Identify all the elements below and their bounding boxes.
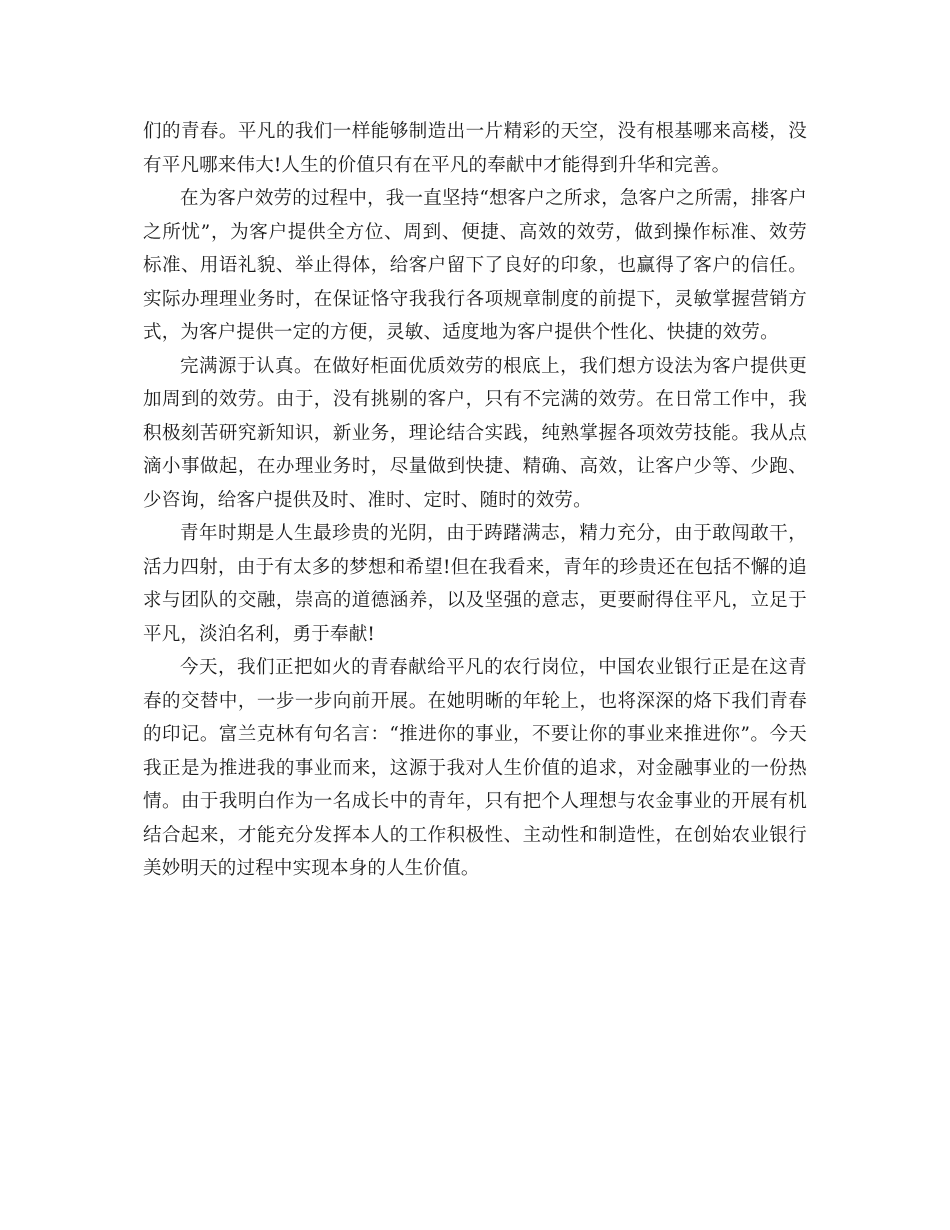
paragraph-3: 完满源于认真。在做好柜面优质效劳的根底上，我们想方设法为客户提供更加周到的效劳。由于，没有挑剔的客户，只有不完满的效劳。在日常工作中，我积极刻苦研究新知识，新业务，理论结合实践，纯熟掌握各项效劳技能。我从点滴小事做起，在办理业务时，尽量做到快捷、精确、高效，让客户少等、少跑、少咨询，给客户提供及时、准时、定时、随时的效劳。: [143, 355, 807, 511]
paragraph-1: 们的青春。平凡的我们一样能够制造出一片精彩的天空，没有根基哪来高楼，没有平凡哪来伟大!人生的价值只有在平凡的奉献中才能得到升华和完善。: [143, 121, 807, 176]
paragraph-2: 在为客户效劳的过程中，我一直坚持“想客户之所求，急客户之所需，排客户之所忧”，为客户提供全方位、周到、便捷、高效的效劳，做到操作标准、效劳标准、用语礼貌、举止得体，给客户留下了良好的印象，也赢得了客户的信任。实际办理理业务时，在保证恪守我我行各项规章制度的前提下，灵敏掌握营销方式，为客户提供一定的方便，灵敏、适度地为客户提供个性化、快捷的效劳。: [143, 188, 807, 343]
paragraph-5: 今天，我们正把如火的青春献给平凡的农行岗位，中国农业银行正是在这青春的交替中，一步一步向前开展。在她明晰的年轮上，也将深深的烙下我们青春的印记。富兰克林有句名言：“推进你的事业，不要让你的事业来推进你”。今天我正是为推进我的事业而来，这源于我对人生价值的追求，对金融事业的一份热情。由于我明白作为一名成长中的青年，只有把个人理想与农金事业的开展有机结合起来，才能充分发挥本人的工作积极性、主动性和制造性，在创始农业银行美妙明天的过程中实现本身的人生价值。: [143, 657, 807, 879]
document-body: [143, 115, 807, 886]
paragraph-4: 青年时期是人生最珍贵的光阴，由于踌躇满志，精力充分，由于敢闯敢干，活力四射，由于有太多的梦想和希望!但在我看来，青年的珍贵还在包括不懈的追求与团队的交融，崇高的道德涵养，以及坚强的意志，更要耐得住平凡，立足于平凡，淡泊名利，勇于奉献!: [143, 523, 807, 645]
